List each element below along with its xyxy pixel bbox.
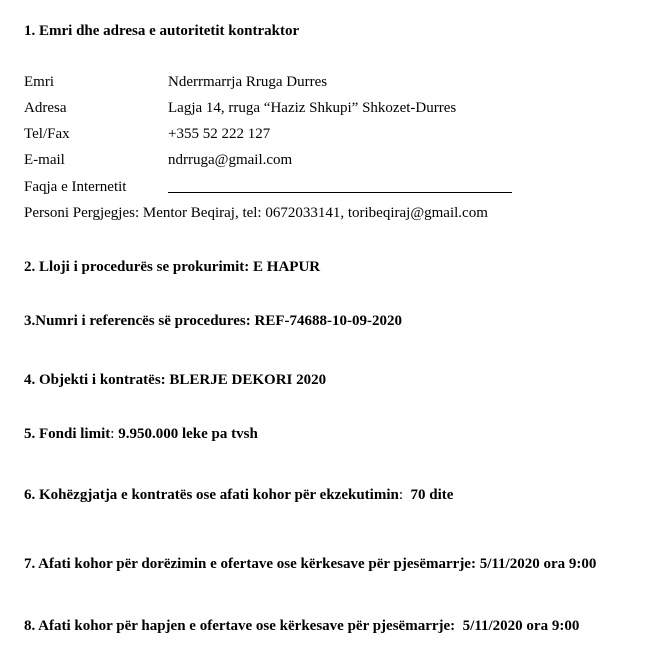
section-4-value: BLERJE DEKORI 2020 <box>169 372 327 388</box>
section-5-label: 5. Fondi limit <box>24 426 111 442</box>
section-2-label: 2. Lloji i procedurës se prokurimit: <box>24 259 250 275</box>
section-5-colon: : <box>110 426 115 442</box>
emri-label: Emri <box>24 74 54 90</box>
section-8-label: 8. Afati kohor për hapjen e ofertave ose kërkesave për pjesëmarrje: <box>24 618 456 634</box>
section-4-label: 4. Objekti i kontratës: <box>24 372 166 388</box>
section-3-label: 3.Numri i referencës së procedures: <box>24 313 251 329</box>
section-2-value: E HAPUR <box>253 259 321 275</box>
section-2 <box>24 258 320 276</box>
section-3-value: REF-74688-10-09-2020 <box>254 313 402 329</box>
section-7-label: 7. Afati kohor për dorëzimin e ofertave ose kërkesave për pjesëmarrje: <box>24 556 476 572</box>
section-6 <box>24 486 453 504</box>
section-7-value: 5/11/2020 ora 9:00 <box>479 556 597 572</box>
section-3 <box>24 312 402 330</box>
section-6-colon: : <box>398 487 403 503</box>
section-4 <box>24 371 326 389</box>
section-5-value: 9.950.000 leke pa tvsh <box>118 426 258 442</box>
section-6-label: 6. Kohëzgjatja e kontratës ose afati kohor për ekzekutimin <box>24 487 399 503</box>
section-5 <box>24 425 258 443</box>
emri-value: Nderrmarrja Rruga Durres <box>168 74 328 90</box>
section-8 <box>24 617 579 635</box>
section-7 <box>24 555 596 573</box>
section-1-title: 1. Emri dhe adresa e autoritetit kontraktor <box>24 23 300 39</box>
tel-value: +355 52 222 127 <box>168 126 271 142</box>
section-6-value: 70 dite <box>410 487 454 503</box>
email-label: E-mail <box>24 152 65 168</box>
email-value: ndrruga@gmail.com <box>168 152 293 168</box>
website-blank-line <box>168 178 512 198</box>
contact-person: Personi Pergjegjes: Mentor Beqiraj, tel: 0672033141, toribeqiraj@gmail.com <box>24 205 488 221</box>
adresa-label: Adresa <box>24 100 67 116</box>
tel-label: Tel/Fax <box>24 126 70 142</box>
adresa-value: Lagja 14, rruga “Haziz Shkupi” Shkozet-Durres <box>168 100 457 116</box>
website-label: Faqja e Internetit <box>24 179 127 195</box>
section-8-value: 5/11/2020 ora 9:00 <box>462 618 580 634</box>
